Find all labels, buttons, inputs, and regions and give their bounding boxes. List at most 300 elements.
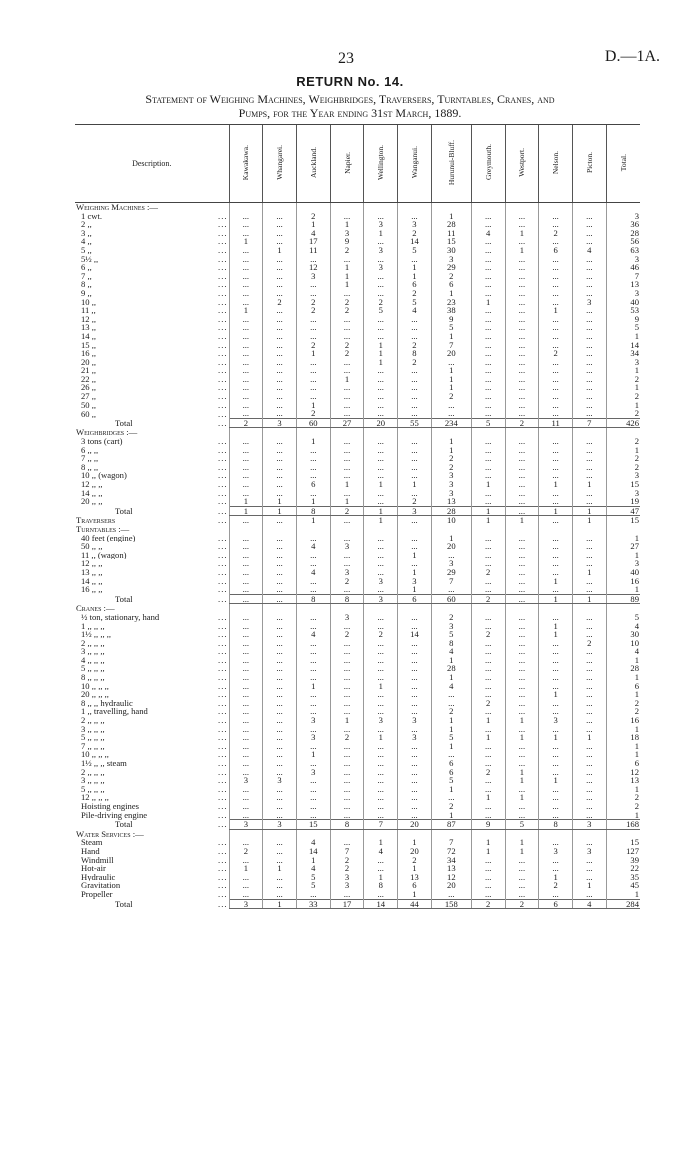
table-cell: ...	[505, 568, 539, 577]
table-cell: 8	[296, 594, 330, 604]
table-cell: ...	[572, 471, 606, 480]
table-cell: 19	[606, 497, 640, 506]
table-cell: ...	[572, 392, 606, 401]
table-cell	[398, 829, 432, 838]
row-label: 50 ,,	[81, 400, 97, 410]
table-cell: ...	[229, 212, 263, 221]
table-cell: ...	[471, 220, 505, 229]
table-cell: ...	[296, 890, 330, 899]
table-cell: 36	[606, 220, 640, 229]
table-cell: 8	[539, 820, 573, 830]
table-cell: ...	[505, 890, 539, 899]
table-row	[75, 315, 640, 324]
table-cell: ...	[330, 446, 364, 455]
table-cell: 1	[330, 263, 364, 272]
table-cell: ...	[505, 811, 539, 820]
row-description	[75, 622, 229, 631]
table-cell: 1	[606, 725, 640, 734]
row-description	[75, 551, 229, 560]
table-cell: ...	[572, 349, 606, 358]
table-cell: ...	[398, 332, 432, 341]
row-label: 2 ,, ,, ,,	[81, 638, 105, 648]
table-cell: 1	[505, 793, 539, 802]
table-cell	[263, 525, 297, 534]
table-cell: ...	[471, 212, 505, 221]
table-cell: ...	[572, 793, 606, 802]
table-cell: ...	[572, 802, 606, 811]
table-cell: 13	[431, 864, 471, 873]
table-cell: 6	[296, 480, 330, 489]
row-leader-dots: ...	[218, 400, 228, 410]
table-cell: ...	[471, 613, 505, 622]
table-row	[75, 707, 640, 716]
table-cell: ...	[296, 759, 330, 768]
table-cell: ...	[572, 664, 606, 673]
table-cell: ...	[229, 594, 263, 604]
row-leader-dots: ...	[218, 899, 228, 909]
column-header-label: Wanganui.	[409, 146, 419, 179]
table-cell: ...	[572, 255, 606, 264]
table-cell: ...	[330, 516, 364, 525]
row-label: 20 ,, ,, ,,	[81, 690, 109, 699]
row-leader-dots: ...	[218, 889, 228, 899]
table-cell: ...	[572, 437, 606, 446]
table-cell: 6	[431, 280, 471, 289]
table-cell: ...	[505, 622, 539, 631]
table-cell: 3	[606, 358, 640, 367]
table-row	[75, 383, 640, 392]
table-cell	[330, 829, 364, 838]
column-header	[606, 125, 640, 203]
table-cell: 4	[296, 864, 330, 873]
table-cell: 1	[296, 349, 330, 358]
table-cell: ...	[364, 551, 398, 560]
table-cell: ...	[398, 622, 432, 631]
table-cell: 15	[606, 480, 640, 489]
table-row	[75, 306, 640, 315]
table-cell: 5	[505, 820, 539, 830]
row-leader-dots: ...	[218, 655, 228, 665]
table-cell: 3	[606, 471, 640, 480]
table-cell: ...	[229, 890, 263, 899]
table-cell: ...	[229, 358, 263, 367]
table-cell: 3	[364, 716, 398, 725]
table-cell: ...	[431, 401, 471, 410]
table-cell: 14	[364, 899, 398, 909]
row-leader-dots: ...	[218, 271, 228, 281]
table-cell: ...	[229, 811, 263, 820]
table-cell: ...	[572, 682, 606, 691]
table-cell: 234	[431, 418, 471, 428]
table-cell: ...	[398, 750, 432, 759]
table-cell: 3	[606, 255, 640, 264]
table-cell: 4	[296, 838, 330, 847]
table-cell: ...	[330, 802, 364, 811]
table-cell: ...	[296, 280, 330, 289]
table-cell	[263, 829, 297, 838]
row-label: Total	[115, 418, 133, 428]
table-cell: ...	[505, 639, 539, 648]
table-cell: ...	[539, 516, 573, 525]
table-cell: ...	[398, 409, 432, 418]
row-description	[75, 358, 229, 367]
table-cell: 2	[539, 881, 573, 890]
table-cell: 3	[296, 716, 330, 725]
table-cell: ...	[263, 656, 297, 665]
table-cell: ...	[539, 656, 573, 665]
table-cell: 2	[398, 358, 432, 367]
row-description	[75, 463, 229, 472]
table-cell: 8	[330, 820, 364, 830]
table-cell: ...	[330, 212, 364, 221]
table-cell: ...	[505, 437, 539, 446]
row-leader-dots: ...	[218, 724, 228, 734]
table-cell: ...	[471, 392, 505, 401]
table-cell: ...	[572, 864, 606, 873]
table-cell: ...	[229, 332, 263, 341]
table-cell: ...	[229, 315, 263, 324]
table-cell	[229, 428, 263, 437]
table-cell: ...	[471, 471, 505, 480]
table-cell: 14	[398, 630, 432, 639]
table-cell: 1	[606, 383, 640, 392]
table-cell: ...	[471, 682, 505, 691]
column-header-label: Hurunui-Bluff.	[446, 139, 456, 186]
table-cell: 1	[398, 585, 432, 594]
table-cell: 2	[296, 212, 330, 221]
table-cell: ...	[471, 263, 505, 272]
table-cell: ...	[330, 742, 364, 751]
table-cell: ...	[505, 375, 539, 384]
row-description	[75, 272, 229, 281]
table-cell: ...	[229, 534, 263, 543]
table-cell: 1	[431, 811, 471, 820]
row-label: 14 ,, ,,	[81, 576, 103, 586]
table-cell: ...	[364, 890, 398, 899]
table-cell: ...	[263, 881, 297, 890]
table-cell: ...	[471, 864, 505, 873]
table-cell: 3	[606, 289, 640, 298]
table-cell: ...	[263, 873, 297, 882]
table-cell: ...	[398, 366, 432, 375]
column-header	[398, 125, 432, 203]
table-cell: 1	[606, 742, 640, 751]
table-cell: 2	[296, 341, 330, 350]
row-leader-dots: ...	[218, 872, 228, 882]
table-row	[75, 682, 640, 691]
table-cell: 158	[431, 899, 471, 909]
row-description	[75, 742, 229, 751]
table-cell	[330, 604, 364, 613]
table-row	[75, 793, 640, 802]
table-cell: ...	[263, 409, 297, 418]
table-cell: ...	[229, 263, 263, 272]
table-cell: ...	[364, 446, 398, 455]
table-cell: ...	[330, 454, 364, 463]
table-cell: ...	[296, 366, 330, 375]
table-row	[75, 742, 640, 751]
table-cell: ...	[330, 534, 364, 543]
table-cell: ...	[263, 811, 297, 820]
table-cell: 1	[471, 847, 505, 856]
table-cell: 3	[330, 568, 364, 577]
table-cell: ...	[330, 585, 364, 594]
table-cell: ...	[364, 585, 398, 594]
table-cell: ...	[229, 349, 263, 358]
table-cell	[330, 203, 364, 212]
table-cell: ...	[572, 742, 606, 751]
table-cell	[296, 428, 330, 437]
table-cell: ...	[263, 437, 297, 446]
table-cell: 1	[471, 716, 505, 725]
table-cell: ...	[296, 811, 330, 820]
row-leader-dots: ...	[218, 550, 228, 560]
row-leader-dots: ...	[218, 297, 228, 307]
table-cell	[296, 525, 330, 534]
row-leader-dots: ...	[218, 331, 228, 341]
table-cell	[572, 525, 606, 534]
table-cell: 1	[431, 673, 471, 682]
table-row	[75, 768, 640, 777]
table-cell: 16	[606, 716, 640, 725]
table-row	[75, 392, 640, 401]
row-label: 3 tons (cart)	[81, 437, 123, 446]
table-cell: ...	[296, 776, 330, 785]
table-cell: ...	[330, 358, 364, 367]
table-cell: 5	[471, 418, 505, 428]
row-leader-dots: ...	[218, 647, 228, 656]
row-label: 9 ,,	[81, 288, 92, 298]
table-cell: ...	[330, 647, 364, 656]
table-cell: ...	[572, 289, 606, 298]
table-cell: ...	[296, 375, 330, 384]
table-cell: 8	[431, 639, 471, 648]
row-description	[75, 516, 229, 525]
table-row	[75, 613, 640, 622]
table-cell: 3	[330, 542, 364, 551]
table-cell: 46	[606, 263, 640, 272]
table-cell: ...	[364, 323, 398, 332]
table-row	[75, 229, 640, 238]
table-cell: 17	[330, 899, 364, 909]
table-cell: ...	[471, 237, 505, 246]
table-cell: ...	[330, 682, 364, 691]
table-cell: 1	[606, 366, 640, 375]
table-cell: ...	[229, 551, 263, 560]
table-cell: 87	[431, 820, 471, 830]
table-cell: 13	[398, 873, 432, 882]
row-description	[75, 409, 229, 418]
table-cell: ...	[263, 785, 297, 794]
section-row	[75, 428, 640, 437]
table-cell: 1	[539, 630, 573, 639]
table-cell: ...	[263, 690, 297, 699]
table-cell: 1	[364, 733, 398, 742]
table-cell: 1	[606, 750, 640, 759]
table-cell: ...	[505, 446, 539, 455]
table-cell: ...	[505, 856, 539, 865]
table-row	[75, 534, 640, 543]
row-label: 2 ,, ,, ,,	[81, 767, 105, 777]
table-cell: 1	[505, 776, 539, 785]
table-cell: ...	[330, 768, 364, 777]
table-cell: 1	[471, 298, 505, 307]
table-cell: ...	[364, 664, 398, 673]
column-header-label: Whangarei.	[275, 145, 285, 180]
table-cell: 3	[398, 220, 432, 229]
table-row	[75, 366, 640, 375]
table-cell: ...	[471, 559, 505, 568]
row-leader-dots: ...	[218, 759, 228, 768]
row-leader-dots: ...	[218, 690, 228, 699]
table-cell: ...	[364, 383, 398, 392]
table-cell: ...	[471, 341, 505, 350]
table-cell: ...	[364, 534, 398, 543]
table-cell: ...	[364, 366, 398, 375]
table-cell: ...	[471, 332, 505, 341]
table-cell: ...	[505, 673, 539, 682]
table-cell: ...	[539, 366, 573, 375]
table-cell: ...	[505, 298, 539, 307]
table-cell: ...	[539, 890, 573, 899]
table-cell: 2	[471, 568, 505, 577]
table-cell: ...	[296, 534, 330, 543]
table-cell: 1	[606, 446, 640, 455]
row-leader-dots: ...	[218, 488, 228, 498]
table-cell: ...	[572, 750, 606, 759]
row-label: Total	[115, 506, 133, 516]
table-cell: ...	[330, 463, 364, 472]
row-leader-dots: ...	[218, 784, 228, 794]
table-row	[75, 212, 640, 221]
table-cell: 4	[431, 682, 471, 691]
table-cell: 6	[539, 246, 573, 255]
table-cell: ...	[296, 699, 330, 708]
row-description	[75, 577, 229, 586]
table-cell: ...	[229, 725, 263, 734]
table-cell: ...	[263, 585, 297, 594]
table-cell: ...	[398, 785, 432, 794]
table-cell: ...	[229, 656, 263, 665]
table-cell: ...	[539, 613, 573, 622]
table-cell: ...	[229, 480, 263, 489]
table-cell: 284	[606, 899, 640, 909]
table-cell: 7	[431, 341, 471, 350]
table-cell: ...	[505, 401, 539, 410]
table-cell: ...	[471, 673, 505, 682]
row-label: 5 ,, ,, ,,	[81, 664, 105, 674]
row-description	[75, 237, 229, 246]
table-cell: 12	[296, 263, 330, 272]
table-row	[75, 358, 640, 367]
table-cell: 12	[606, 768, 640, 777]
table-cell: 3	[330, 613, 364, 622]
table-cell: ...	[505, 742, 539, 751]
table-cell: 4	[572, 246, 606, 255]
table-cell: ...	[364, 856, 398, 865]
table-cell: 28	[431, 506, 471, 516]
table-cell: 17	[296, 237, 330, 246]
table-cell: ...	[539, 682, 573, 691]
table-cell: 1	[398, 551, 432, 560]
table-cell: ...	[263, 323, 297, 332]
row-description	[75, 776, 229, 785]
table-cell: ...	[263, 280, 297, 289]
row-description	[75, 613, 229, 622]
table-cell: 18	[606, 733, 640, 742]
table-cell: 2	[296, 409, 330, 418]
table-cell: ...	[330, 656, 364, 665]
table-cell: ...	[398, 613, 432, 622]
table-cell: 1	[539, 873, 573, 882]
row-description	[75, 418, 229, 428]
table-cell: ...	[263, 716, 297, 725]
table-cell: ...	[471, 409, 505, 418]
table-cell: ...	[539, 759, 573, 768]
table-cell: ...	[539, 559, 573, 568]
table-cell: ...	[539, 802, 573, 811]
table-cell: ...	[398, 315, 432, 324]
table-row	[75, 785, 640, 794]
table-row	[75, 733, 640, 742]
table-cell: 2	[330, 856, 364, 865]
table-cell: ...	[229, 516, 263, 525]
table-cell: ...	[572, 630, 606, 639]
table-cell: ...	[229, 881, 263, 890]
table-cell	[364, 428, 398, 437]
table-cell: ...	[398, 383, 432, 392]
column-header-label: Nelson.	[551, 150, 561, 175]
table-cell: ...	[539, 639, 573, 648]
row-description	[75, 497, 229, 506]
table-cell	[296, 604, 330, 613]
table-row	[75, 585, 640, 594]
table-cell: 2	[330, 577, 364, 586]
table-row	[75, 471, 640, 480]
table-cell: 2	[364, 630, 398, 639]
table-cell: ...	[364, 237, 398, 246]
table-cell	[398, 604, 432, 613]
table-cell: ...	[539, 383, 573, 392]
table-cell: ...	[398, 793, 432, 802]
table-cell: ...	[263, 759, 297, 768]
table-cell: ...	[572, 306, 606, 315]
row-leader-dots: ...	[218, 559, 228, 568]
row-description	[75, 820, 229, 830]
table-cell: ...	[229, 785, 263, 794]
table-cell: ...	[263, 856, 297, 865]
table-cell: ...	[330, 639, 364, 648]
table-cell: 1	[539, 480, 573, 489]
table-cell: ...	[471, 656, 505, 665]
table-cell	[398, 203, 432, 212]
table-row	[75, 568, 640, 577]
table-cell: ...	[505, 497, 539, 506]
row-leader-dots: ...	[218, 392, 228, 401]
row-label: 13 ,, ,,	[81, 567, 103, 577]
table-cell: 1	[398, 838, 432, 847]
table-cell: 1	[505, 768, 539, 777]
table-cell: ...	[572, 725, 606, 734]
column-header-label: Greymouth.	[483, 144, 493, 181]
table-cell: 20	[364, 418, 398, 428]
table-cell: ...	[330, 383, 364, 392]
table-cell: ...	[471, 639, 505, 648]
table-cell	[539, 428, 573, 437]
table-cell: ...	[505, 306, 539, 315]
table-cell: 3	[431, 622, 471, 631]
table-cell: ...	[263, 480, 297, 489]
